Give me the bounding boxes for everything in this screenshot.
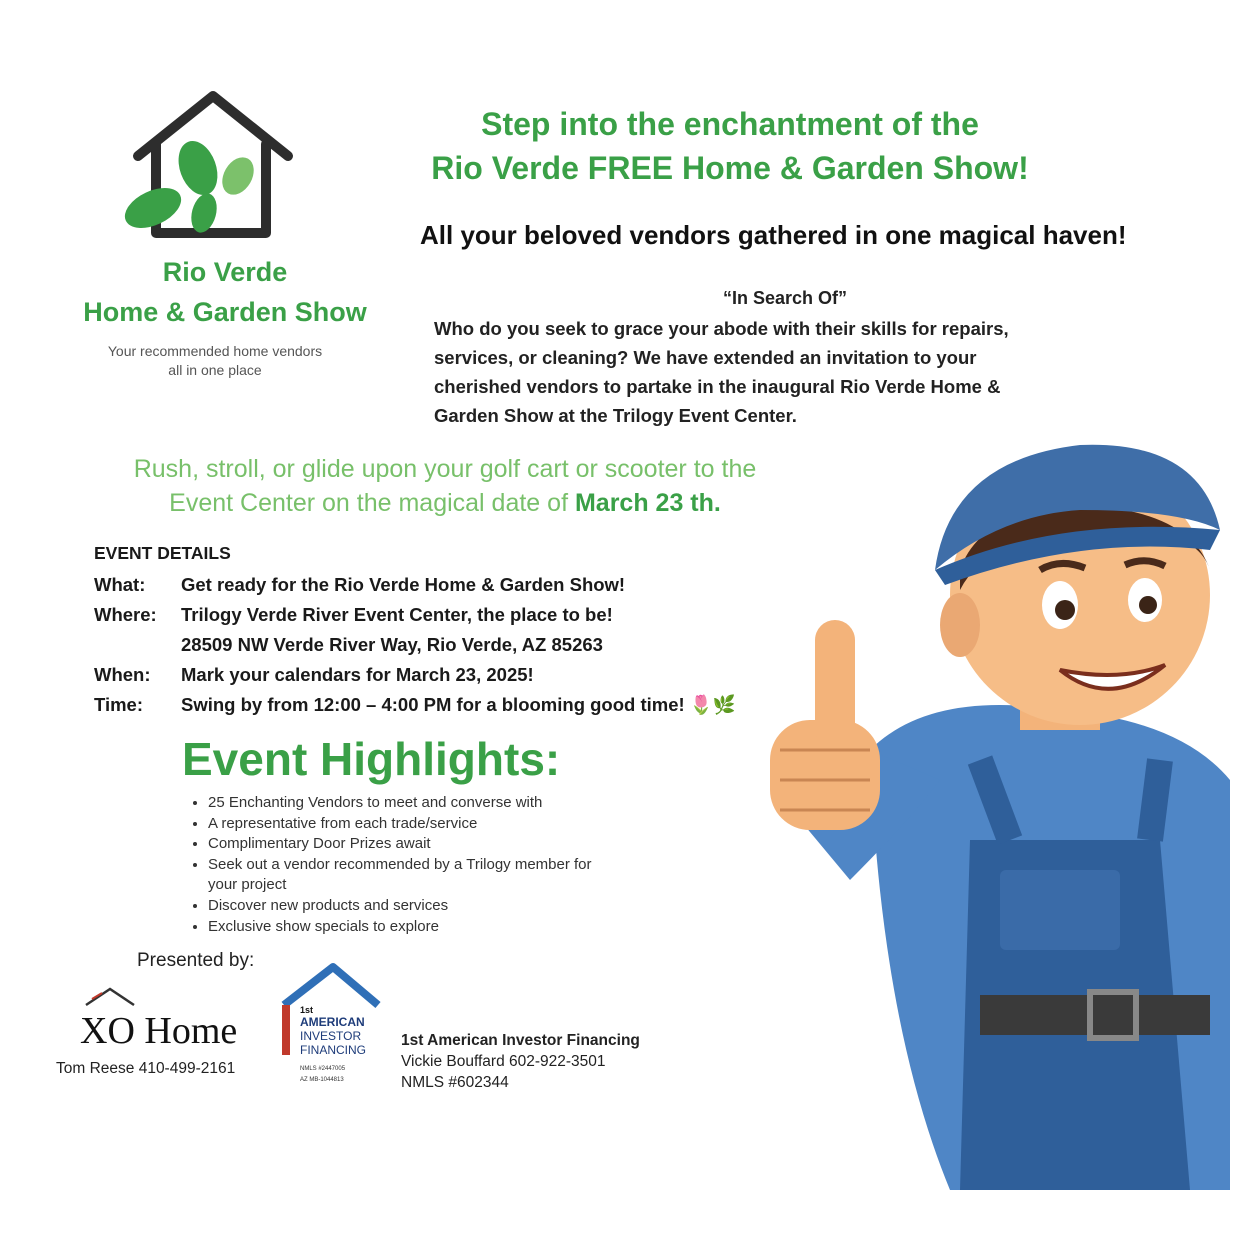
headline-line2: Rio Verde FREE Home & Garden Show!	[431, 150, 1029, 186]
afi-logo-1st: 1st	[300, 1005, 314, 1015]
logo-tagline	[60, 342, 370, 380]
in-search-of-title: “In Search Of”	[722, 288, 848, 308]
afi-logo-investor: INVESTOR	[300, 1029, 362, 1043]
in-search-of-line: cherished vendors to partake in the inaugural Rio Verde Home &	[434, 376, 1001, 397]
afi-nmls: NMLS #602344	[401, 1074, 509, 1091]
in-search-of-line: Who do you seek to grace your abode with their skills for repairs,	[434, 318, 1009, 339]
rush-date: March 23 th.	[574, 489, 721, 517]
detail-value: Mark your calendars for March 23, 2025!	[181, 664, 534, 685]
list-item: • Exclusive show specials to explore	[208, 917, 668, 938]
list-item: • 25 Enchanting Vendors to meet and converse with	[208, 793, 668, 814]
detail-label: What:	[94, 574, 146, 595]
in-search-of-line: services, or cleaning? We have extended an invitation to your	[434, 347, 977, 368]
afi-logo-financing: FINANCING	[300, 1043, 366, 1057]
list-item: • Seek out a vendor recommended by a Trilogy member for your project	[208, 855, 618, 896]
in-search-of-body	[434, 314, 1114, 430]
detail-value: Swing by from 12:00 – 4:00 PM for a blooming good time! 🌷🌿	[181, 694, 736, 715]
detail-row-where	[94, 600, 774, 630]
afi-logo-american: AMERICAN	[300, 1015, 365, 1029]
handyman-thumbs-up-illustration	[760, 420, 1230, 1190]
detail-value: Trilogy Verde River Event Center, the place to be!	[181, 604, 613, 625]
rush-line1: Rush, stroll, or glide upon your golf cart or scooter to the	[133, 455, 757, 483]
afi-name: 1st American Investor Financing	[401, 1032, 640, 1049]
list-item: • Discover new products and services	[208, 896, 668, 917]
xo-logo-text: XO Home	[80, 1010, 238, 1052]
rush-line2	[70, 486, 820, 520]
xo-contact: Tom Reese 410-499-2161	[56, 1060, 236, 1077]
rush-callout	[70, 452, 820, 520]
headline-line1: Step into the enchantment of the	[481, 106, 979, 142]
afi-contact: Vickie Bouffard 602-922-3501	[401, 1053, 606, 1070]
in-search-of-line: Garden Show at the Trilogy Event Center.	[434, 405, 797, 426]
detail-row-what	[94, 570, 774, 600]
list-item: • A representative from each trade/service	[208, 814, 668, 835]
detail-row-time	[94, 690, 774, 720]
list-item: • Complimentary Door Prizes await	[208, 834, 668, 855]
detail-value: 28509 NW Verde River Way, Rio Verde, AZ 85263	[181, 634, 603, 655]
detail-label: Where:	[94, 604, 157, 625]
logo-name-line1: Rio Verde	[162, 257, 288, 287]
event-details-header: EVENT DETAILS	[94, 543, 231, 563]
american-investor-financing-logo-icon	[278, 965, 388, 1090]
xo-home-logo-icon	[78, 985, 238, 1052]
afi-logo-nmls: NMLS #2447005	[300, 1066, 346, 1072]
detail-label: Time:	[94, 694, 144, 715]
event-details	[94, 543, 774, 720]
headline	[410, 102, 1050, 190]
presented-by-label: Presented by:	[137, 950, 255, 971]
detail-value: Get ready for the Rio Verde Home & Garden Show!	[181, 574, 626, 595]
afi-info	[401, 1030, 640, 1093]
tagline-line1: Your recommended home vendors	[107, 343, 323, 359]
highlights-list	[186, 793, 668, 937]
rush-line2-text: Event Center on the magical date of	[169, 489, 575, 517]
logo-name	[40, 252, 410, 332]
detail-row-when	[94, 660, 774, 690]
subheadline: All your beloved vendors gathered in one magical haven!	[420, 220, 1127, 250]
house-leaf-logo-icon	[118, 88, 308, 248]
detail-label: When:	[94, 664, 151, 685]
highlights-title: Event Highlights:	[182, 733, 561, 785]
afi-logo-azmb: AZ MB-1044813	[300, 1077, 344, 1083]
detail-row-address	[94, 630, 774, 660]
logo-name-line2: Home & Garden Show	[83, 297, 367, 327]
tagline-line2: all in one place	[168, 362, 262, 378]
